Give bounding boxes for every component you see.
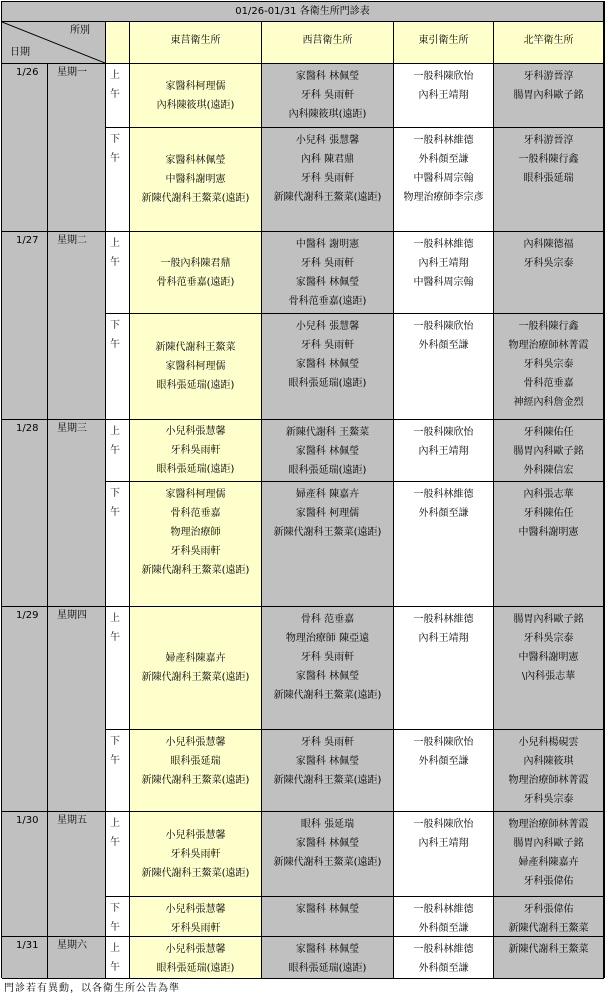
doctor-list: [394, 232, 493, 292]
day-weekday: 星期六: [57, 940, 87, 951]
schedule-cell-xiju: [262, 607, 394, 730]
schedule-cell-dongju: [130, 128, 262, 232]
day-weekday: 星期一: [57, 67, 87, 78]
doctor-entry: 骨科范垂嘉: [170, 508, 221, 519]
doctor-list: [394, 607, 493, 648]
schedule-cell-beigan: [494, 64, 604, 128]
day-date-cell: [2, 607, 48, 812]
session-label-cell: [106, 812, 130, 897]
doctor-entry: 外科顏至謙: [418, 923, 469, 934]
doctor-list: [494, 314, 603, 412]
doctor-entry: 小兒科張慧馨: [165, 904, 226, 915]
doctor-entry: 物理治療師: [170, 527, 221, 538]
doctor-entry: 一般科林維德: [413, 135, 474, 146]
doctor-entry: 眼科張延瑞(遠距): [288, 378, 367, 389]
day-weekday-cell: [48, 607, 106, 812]
session-label: 上午: [110, 613, 120, 643]
schedule-cell-xiju: [262, 730, 394, 812]
doctor-entry: 內科 陳君鼎: [300, 154, 355, 165]
doctor-entry: 一般科林維德: [413, 489, 474, 500]
doctor-list: [130, 937, 261, 978]
day-date: 1/29: [16, 610, 39, 621]
doctor-entry: 牙科 吳雨軒: [300, 737, 355, 748]
doctor-entry: 牙科 吳雨軒: [300, 90, 355, 101]
doctor-entry: 新陳代謝科王鰲菜(遠距): [273, 857, 382, 868]
doctor-entry: 腸胃內科歐子銘: [513, 446, 584, 457]
day-weekday: 星期四: [57, 610, 87, 621]
doctor-entry: 家醫科 林佩瑩: [295, 838, 360, 849]
doctor-entry: 一般科林維德: [413, 944, 474, 955]
session-label-cell: [106, 730, 130, 812]
doctor-list: [494, 64, 603, 105]
doctor-list: [494, 128, 603, 188]
doctor-entry: 家醫科 林佩瑩: [295, 71, 360, 82]
doctor-entry: 外科顏至謙: [418, 340, 469, 351]
doctor-list: [130, 812, 261, 896]
doctor-list: [130, 482, 261, 580]
doctor-list: [262, 128, 393, 207]
doctor-entry: 牙科 吳雨軒: [300, 340, 355, 351]
doctor-entry: 眼科張延瑞: [523, 173, 574, 184]
schedule-cell-dongju: [130, 937, 262, 979]
session-label-cell: [106, 420, 130, 482]
doctor-entry: 家醫科 林佩瑩: [295, 359, 360, 370]
doctor-entry: 牙科吳雨軒: [170, 848, 221, 860]
doctor-entry: 新陳代謝科王鰲菜(遠距): [141, 193, 250, 204]
doctor-entry: 新陳代謝科王鰲菜: [508, 944, 589, 955]
doctor-list: [130, 607, 261, 729]
doctor-entry: 一般科陳欣怡: [413, 427, 474, 438]
doctor-entry: 骨科 范垂嘉: [300, 614, 355, 625]
doctor-list: [262, 482, 393, 542]
doctor-entry: 婦產科陳嘉卉: [165, 653, 226, 664]
doctor-entry: 一般科陳行鑫: [518, 321, 579, 332]
doctor-entry: 眼科張延瑞(遠距): [156, 464, 235, 475]
schedule-cell-xiju: [262, 482, 394, 607]
session-label: 上午: [110, 426, 120, 456]
doctor-entry: 牙科 吳雨軒: [300, 258, 355, 269]
doctor-entry: 家醫科 柯理儒: [295, 508, 360, 519]
doctor-entry: 小兒科張慧馨: [165, 426, 226, 437]
header-corner: [2, 22, 106, 64]
header-clinic-beigan: 北竿衛生所: [494, 22, 604, 64]
schedule-cell-dongju: [130, 730, 262, 812]
doctor-entry: 物理治療師林菁霞: [508, 775, 589, 786]
doctor-entry: 內科陳筱琪(遠距): [288, 109, 367, 120]
doctor-list: [130, 64, 261, 127]
doctor-entry: 家醫科 林佩瑩: [295, 277, 360, 288]
doctor-entry: 新陳代謝科 王鰲菜: [285, 427, 370, 438]
doctor-entry: 牙科吳雨軒: [170, 923, 221, 934]
doctor-list: [394, 812, 493, 853]
day-weekday-cell: [48, 420, 106, 607]
doctor-entry: 家醫科 林佩瑩: [295, 904, 360, 915]
schedule-cell-xiju: [262, 314, 394, 420]
doctor-entry: 新陳代謝科王鰲菜(遠距): [273, 775, 382, 786]
doctor-list: [130, 730, 261, 790]
day-weekday-cell: [48, 232, 106, 420]
doctor-entry: 家醫科 林佩瑩: [295, 944, 360, 955]
doctor-entry: 新陳代謝科王鰲菜(遠距): [141, 867, 250, 879]
doctor-entry: 家醫科 林佩瑩: [295, 446, 360, 457]
doctor-entry: 物理治療師 陳亞遠: [285, 633, 370, 644]
doctor-entry: 家醫科 林佩瑩: [295, 756, 360, 767]
doctor-entry: 家醫科柯理儒: [165, 489, 226, 500]
doctor-entry: 新陳代謝科王鰲菜(遠距): [141, 565, 250, 576]
session-label: 上午: [110, 943, 120, 973]
day-date: 1/31: [16, 940, 39, 951]
header-clinic-xiju: 西莒衛生所: [262, 22, 394, 64]
session-label: 下午: [110, 736, 120, 766]
day-date-cell: [2, 937, 48, 979]
doctor-list: [494, 420, 603, 480]
schedule-cell-dongju: [130, 232, 262, 314]
doctor-entry: 眼科張延瑞(遠距): [156, 963, 235, 974]
doctor-entry: 物理治療師林菁霞: [508, 819, 589, 830]
day-date: 1/26: [16, 67, 39, 78]
doctor-list: [394, 730, 493, 771]
doctor-entry: 牙科吳宗泰: [523, 633, 574, 644]
doctor-entry: 牙科吳雨軒: [170, 546, 221, 557]
doctor-entry: 牙科游晉淳: [523, 135, 574, 146]
doctor-entry: 一般科陳欣怡: [413, 321, 474, 332]
schedule-cell-dongju: [130, 607, 262, 730]
session-label: 上午: [110, 238, 120, 268]
schedule-cell-dongyin: [394, 232, 494, 314]
schedule-cell-dongyin: [394, 730, 494, 812]
doctor-list: [494, 937, 603, 959]
doctor-entry: 小兒科 張慧馨: [295, 321, 360, 332]
doctor-entry: 骨科范垂嘉: [523, 378, 574, 389]
doctor-entry: 牙科陳佑任: [523, 508, 574, 519]
doctor-list: [494, 812, 603, 891]
schedule-cell-beigan: [494, 897, 604, 937]
doctor-list: [130, 232, 261, 313]
doctor-entry: 小兒科張慧馨: [165, 829, 226, 841]
doctor-entry: 家醫科柯理儒: [165, 361, 226, 372]
doctor-list: [130, 897, 261, 937]
doctor-entry: 內科王靖翔: [418, 446, 469, 457]
doctor-entry: 腸胃內科歐子銘: [513, 90, 584, 101]
schedule-cell-dongyin: [394, 482, 494, 607]
schedule-cell-dongju: [130, 64, 262, 128]
doctor-entry: 骨科范垂嘉(遠距): [156, 276, 235, 288]
doctor-entry: 家醫科林佩瑩: [165, 155, 226, 166]
schedule-cell-xiju: [262, 812, 394, 897]
doctor-list: [262, 897, 393, 919]
doctor-entry: 內科王靖翔: [418, 90, 469, 101]
day-date-cell: [2, 64, 48, 232]
doctor-list: [262, 420, 393, 480]
doctor-list: [262, 812, 393, 872]
doctor-entry: 新陳代謝科王鰲菜(遠距): [141, 775, 250, 786]
doctor-entry: 中醫科 謝明憲: [295, 239, 360, 250]
schedule-cell-dongju: [130, 897, 262, 937]
doctor-entry: 中醫科謝明憲: [518, 652, 579, 663]
doctor-entry: 腸胃內科歐子銘: [513, 614, 584, 625]
doctor-entry: 神經內科詹金烈: [513, 397, 584, 408]
doctor-entry: 外科顏至謙: [418, 963, 469, 974]
doctor-entry: 物理治療師林菁霞: [508, 340, 589, 351]
doctor-entry: 眼科張延瑞(遠距): [288, 963, 367, 974]
day-date-cell: [2, 232, 48, 420]
doctor-list: [262, 607, 393, 705]
doctor-entry: 外科顏至謙: [418, 756, 469, 767]
doctor-entry: \內科張志華: [521, 671, 576, 682]
session-label-cell: [106, 64, 130, 128]
doctor-entry: 牙科吳雨軒: [170, 445, 221, 456]
doctor-entry: 眼科張延瑞: [170, 756, 221, 767]
header-clinic-dongju: 東莒衛生所: [130, 22, 262, 64]
doctor-entry: 內科陳筱琪: [523, 756, 574, 767]
doctor-entry: 家醫科柯理儒: [165, 80, 226, 92]
schedule-cell-dongju: [130, 314, 262, 420]
doctor-list: [394, 897, 493, 937]
doctor-list: [394, 128, 493, 207]
session-label-cell: [106, 607, 130, 730]
session-label-cell: [106, 128, 130, 232]
doctor-entry: 內科陳筱琪(遠距): [156, 99, 235, 111]
doctor-entry: 新陳代謝科王鰲菜(遠距): [273, 527, 382, 538]
doctor-entry: 外科顏至謙: [418, 508, 469, 519]
schedule-cell-beigan: [494, 812, 604, 897]
day-date: 1/28: [16, 423, 39, 434]
doctor-entry: 一般科林維德: [413, 904, 474, 915]
doctor-entry: 一般科陳欣怡: [413, 71, 474, 82]
doctor-entry: 小兒科 張慧馨: [295, 135, 360, 146]
schedule-cell-dongyin: [394, 897, 494, 937]
doctor-entry: 牙科游晉淳: [523, 71, 574, 82]
day-date: 1/30: [16, 815, 39, 826]
schedule-cell-dongyin: [394, 314, 494, 420]
day-weekday-cell: [48, 812, 106, 937]
schedule-cell-dongyin: [394, 420, 494, 482]
doctor-list: [494, 897, 603, 937]
session-label-cell: [106, 232, 130, 314]
doctor-entry: 牙科吳宗泰: [523, 359, 574, 370]
schedule-cell-dongyin: [394, 812, 494, 897]
session-label-cell: [106, 937, 130, 979]
doctor-list: [394, 420, 493, 461]
schedule-cell-dongju: [130, 482, 262, 607]
schedule-cell-beigan: [494, 730, 604, 812]
doctor-entry: 中醫科周宗翰: [413, 173, 474, 184]
doctor-entry: 中醫科謝明憲: [165, 174, 226, 185]
header-clinic-dongyin: 東引衛生所: [394, 22, 494, 64]
doctor-entry: 牙科陳佑任: [523, 427, 574, 438]
footnote: 門診若有異動，以各衛生所公告為準: [4, 983, 180, 994]
doctor-entry: 牙科張偉佑: [523, 904, 574, 915]
schedule-cell-beigan: [494, 937, 604, 979]
doctor-list: [130, 128, 261, 231]
doctor-list: [262, 232, 393, 311]
doctor-entry: 物理治療師李宗彥: [403, 192, 484, 203]
doctor-entry: 新陳代謝科王鰲菜: [508, 923, 589, 934]
doctor-list: [394, 314, 493, 355]
doctor-list: [262, 314, 393, 393]
day-weekday: 星期二: [57, 235, 87, 246]
doctor-list: [262, 64, 393, 124]
doctor-list: [494, 232, 603, 273]
doctor-entry: 一般科林維德: [413, 614, 474, 625]
schedule-cell-beigan: [494, 607, 604, 730]
schedule-cell-dongyin: [394, 128, 494, 232]
day-weekday-cell: [48, 64, 106, 232]
doctor-entry: 婦產科陳嘉卉: [518, 857, 579, 868]
schedule-cell-beigan: [494, 232, 604, 314]
doctor-entry: 小兒科楊硯雲: [518, 737, 579, 748]
doctor-list: [494, 607, 603, 686]
schedule-cell-dongju: [130, 420, 262, 482]
doctor-list: [130, 420, 261, 481]
doctor-entry: 婦產科 陳嘉卉: [295, 489, 360, 500]
doctor-entry: 家醫科 林佩瑩: [295, 671, 360, 682]
doctor-entry: 一般內科陳君鼎: [160, 257, 231, 269]
schedule-cell-dongyin: [394, 607, 494, 730]
doctor-entry: 內科陳德福: [523, 239, 574, 250]
schedule-cell-dongyin: [394, 64, 494, 128]
doctor-entry: 新陳代謝科王鰲菜: [155, 342, 236, 353]
doctor-list: [394, 482, 493, 523]
schedule-cell-xiju: [262, 420, 394, 482]
doctor-list: [494, 482, 603, 542]
doctor-list: [130, 314, 261, 419]
doctor-list: [494, 730, 603, 809]
doctor-entry: 中醫科周宗翰: [413, 277, 474, 288]
doctor-entry: 牙科吳宗泰: [523, 794, 574, 805]
day-date-cell: [2, 420, 48, 607]
day-date-cell: [2, 812, 48, 937]
session-label: 下午: [110, 134, 120, 164]
schedule-cell-beigan: [494, 482, 604, 607]
doctor-entry: 內科王靖翔: [418, 838, 469, 849]
day-weekday: 星期三: [57, 423, 87, 434]
schedule-cell-xiju: [262, 64, 394, 128]
doctor-entry: 新陳代謝科王鰲菜(遠距): [273, 690, 382, 701]
header-ampm: [106, 22, 130, 64]
schedule-cell-beigan: [494, 128, 604, 232]
doctor-entry: 眼科張延瑞(遠距): [156, 380, 235, 391]
doctor-entry: 骨科范垂嘉(遠距): [288, 296, 367, 307]
doctor-entry: 一般科林維德: [413, 239, 474, 250]
doctor-entry: 外科顏至謙: [418, 154, 469, 165]
doctor-entry: 眼科 張延瑞: [300, 819, 355, 830]
doctor-entry: 一般科陳欣怡: [413, 819, 474, 830]
doctor-entry: 一般科陳行鑫: [518, 154, 579, 165]
session-label: 下午: [110, 488, 120, 518]
doctor-list: [394, 64, 493, 105]
session-label-cell: [106, 897, 130, 937]
session-label: 上午: [110, 70, 120, 100]
schedule-cell-xiju: [262, 128, 394, 232]
schedule-cell-xiju: [262, 897, 394, 937]
session-label: 下午: [110, 320, 120, 350]
schedule-cell-beigan: [494, 420, 604, 482]
doctor-entry: 內科王靖翔: [418, 258, 469, 269]
schedule-cell-dongju: [130, 812, 262, 897]
schedule-cell-dongyin: [394, 937, 494, 979]
doctor-entry: 牙科 吳雨軒: [300, 173, 355, 184]
session-label-cell: [106, 314, 130, 420]
doctor-entry: 小兒科張慧馨: [165, 737, 226, 748]
doctor-entry: 外科陳信宏: [523, 465, 574, 476]
day-weekday-cell: [48, 937, 106, 979]
session-label-cell: [106, 482, 130, 607]
doctor-list: [394, 937, 493, 978]
session-label: 上午: [110, 818, 120, 848]
doctor-entry: 內科王靖翔: [418, 633, 469, 644]
schedule-table: [1, 1, 605, 978]
day-weekday: 星期五: [57, 815, 87, 826]
clinic-axis-label: 所別: [70, 25, 90, 36]
schedule-cell-xiju: [262, 232, 394, 314]
doctor-entry: 牙科吳宗泰: [523, 258, 574, 269]
schedule-cell-xiju: [262, 937, 394, 979]
doctor-list: [262, 730, 393, 790]
doctor-entry: 牙科 吳雨軒: [300, 652, 355, 663]
table-title: 01/26-01/31 各衛生所門診表: [2, 2, 604, 22]
doctor-entry: 新陳代謝科王鰲菜(遠距): [141, 672, 250, 683]
session-label: 下午: [110, 903, 120, 933]
doctor-entry: 一般科陳欣怡: [413, 737, 474, 748]
day-date: 1/27: [16, 235, 39, 246]
doctor-entry: 中醫科謝明憲: [518, 527, 579, 538]
schedule-cell-beigan: [494, 314, 604, 420]
doctor-entry: 牙科張偉佑: [523, 876, 574, 887]
doctor-list: [262, 937, 393, 978]
doctor-entry: 內科張志華: [523, 489, 574, 500]
doctor-entry: 眼科張延瑞(遠距): [288, 465, 367, 476]
doctor-entry: 新陳代謝科王鰲菜(遠距): [273, 192, 382, 203]
doctor-entry: 小兒科張慧馨: [165, 944, 226, 955]
date-axis-label: 日期: [10, 47, 30, 58]
doctor-entry: 腸胃內科歐子銘: [513, 838, 584, 849]
